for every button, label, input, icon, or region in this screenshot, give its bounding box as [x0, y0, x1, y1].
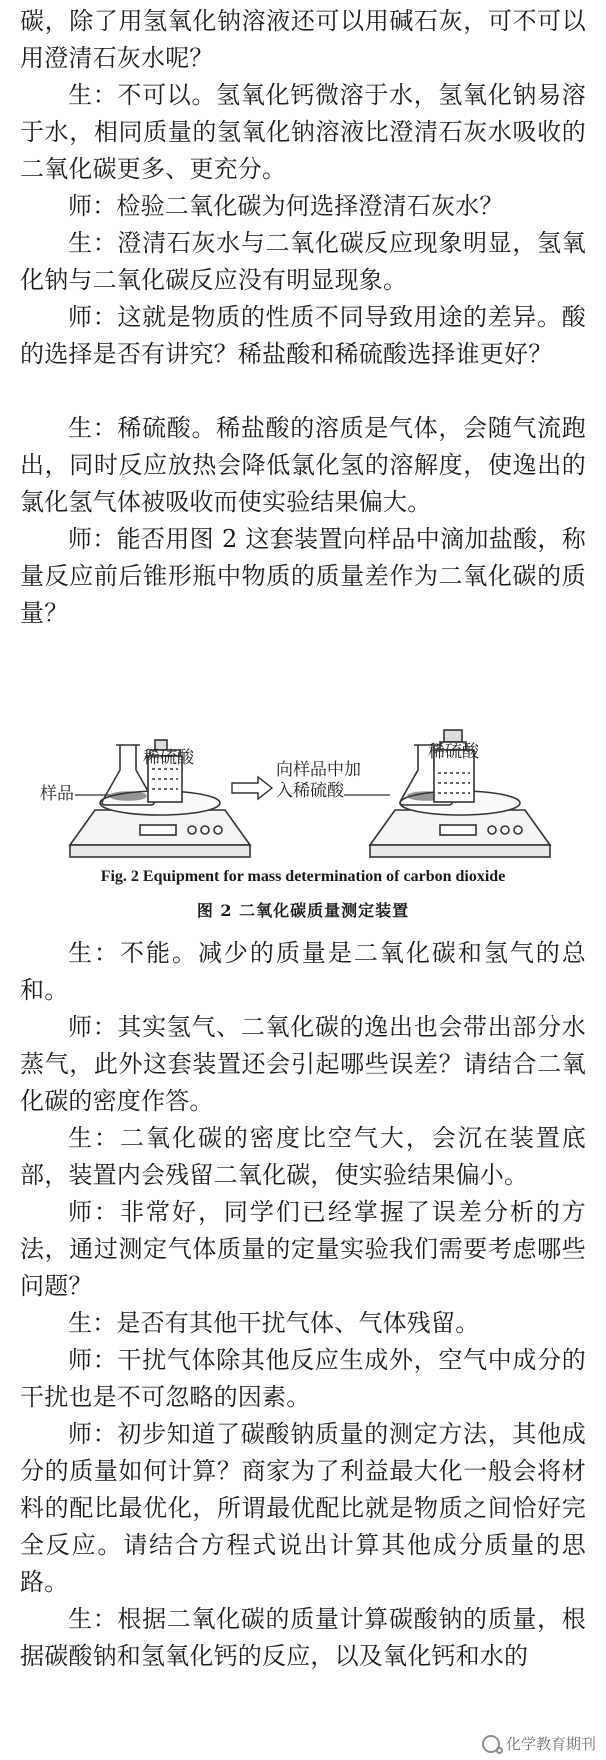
wechat-icon	[482, 1735, 500, 1753]
watermark-text: 化学教育期刊	[505, 1735, 596, 1753]
paragraph-4: 生：澄清石灰水与二氧化碳反应现象明显，氢氧化钠与二氧化碳反应没有明显现象。	[20, 229, 586, 294]
apparatus-illustration	[0, 695, 606, 875]
figure-2	[0, 695, 606, 875]
paragraph-7: 师：能否用图 2 这套装置向样品中滴加盐酸，称量反应前后锥形瓶中物质的质量差作为二氧化碳的质量？	[20, 525, 586, 627]
paragraph-5: 师：这就是物质的性质不同导致用途的差异。酸的选择是否有讲究？稀盐酸和稀硫酸选择谁更好？	[20, 303, 586, 368]
paragraph-14: 师：初步知道了碳酸钠质量的测定方法，其他成分的质量如何计算？商家为了利益最大化一般会将材料的配比最优化，所谓最优配比就是物质之间恰好完全反应。请结合方程式说出计算其他成分质量的思路。	[20, 1420, 586, 1596]
right-acid-bottle	[434, 730, 474, 802]
label-arrow-line1: 向样品中加	[276, 760, 361, 780]
watermark	[482, 1733, 596, 1754]
paragraph-10: 生：二氧化碳的密度比空气大，会沉在装置底部，装置内会残留二氧化碳，使实验结果偏小。	[20, 1124, 586, 1189]
paragraph-3: 师：检验二氧化碳为何选择澄清石灰水？	[68, 192, 504, 220]
label-arrow-line2: 入稀硫酸	[276, 781, 344, 801]
figure-caption-zh: 图 2 二氧化碳质量测定装置	[196, 901, 410, 920]
paragraph-13: 师：干扰气体除其他反应生成外，空气中成分的干扰也是不可忽略的因素。	[20, 1346, 586, 1411]
paragraph-1: 碳，除了用氢氧化钠溶液还可以用碱石灰，可不可以用澄清石灰水呢？	[20, 7, 586, 72]
paragraph-2: 生：不可以。氢氧化钙微溶于水，氢氧化钠易溶于水，相同质量的氢氧化钠溶液比澄清石灰水吸收的二氧化碳更多、更充分。	[20, 81, 586, 183]
label-acid-right: 稀硫酸	[428, 742, 479, 762]
label-sample: 样品	[40, 784, 74, 804]
paragraph-6: 生：稀硫酸。稀盐酸的溶质是气体，会随气流跑出，同时反应放热会降低氯化氢的溶解度，使逸出的氯化氢气体被吸收而使实验结果偏大。	[20, 414, 586, 516]
paragraph-15: 生：根据二氧化碳的质量计算碳酸钠的质量，根据碳酸钠和氢氧化钙的反应，以及氧化钙和水的	[20, 1605, 586, 1670]
paragraph-12: 生：是否有其他干扰气体、气体残留。	[68, 1309, 480, 1337]
label-acid-left: 稀硫酸	[143, 748, 194, 768]
process-arrow	[232, 777, 272, 799]
figure-caption-en: Fig. 2 Equipment for mass determination of carbon dioxide	[100, 868, 506, 885]
paragraph-8: 生：不能。减少的质量是二氧化碳和氢气的总和。	[20, 939, 586, 1004]
paragraph-11: 师：非常好，同学们已经掌握了误差分析的方法，通过测定气体质量的定量实验我们需要考虑哪些问题？	[20, 1198, 586, 1300]
paragraph-9: 师：其实氢气、二氧化碳的逸出也会带出部分水蒸气，此外这套装置还会引起哪些误差？请结合二氧化碳的密度作答。	[20, 1013, 586, 1115]
